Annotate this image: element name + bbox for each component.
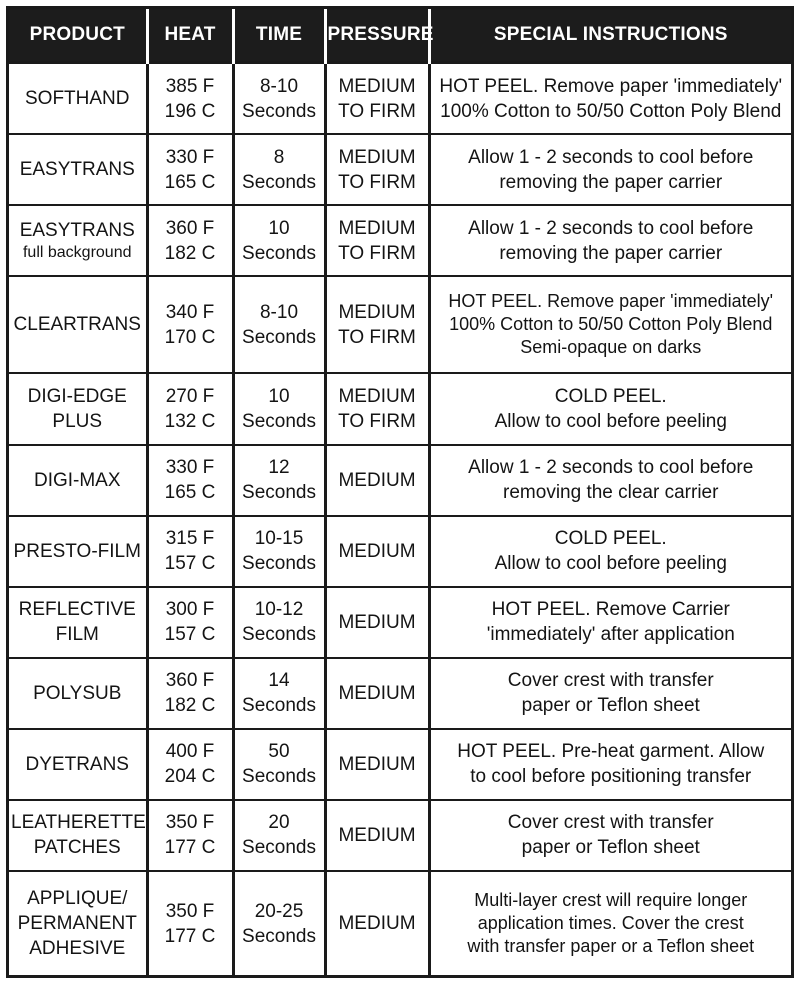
time-value: 10-15 — [254, 528, 304, 550]
pressure-line: MEDIUM — [338, 75, 416, 97]
cell-product — [9, 729, 147, 800]
pressure-line: MEDIUM — [338, 682, 416, 704]
instruction-line: HOT PEEL. Pre-heat garment. Allow — [457, 741, 765, 763]
pressure-line: TO FIRM — [338, 326, 416, 348]
cell-pressure — [325, 373, 429, 444]
cell-special-instructions — [429, 587, 791, 658]
cell-product — [9, 205, 147, 276]
header-special-instructions: SPECIAL INSTRUCTIONS — [429, 9, 791, 63]
cell-heat — [147, 63, 233, 135]
cell-heat — [147, 134, 233, 205]
time-unit: Seconds — [242, 925, 316, 947]
time-unit: Seconds — [242, 553, 316, 575]
time-value: 8 — [273, 146, 285, 168]
product-name-line: EASYTRANS — [19, 220, 135, 242]
instruction-line: paper or Teflon sheet — [521, 695, 700, 717]
instruction-line: Multi-layer crest will require longer — [474, 890, 748, 910]
cell-pressure — [325, 205, 429, 276]
cell-time — [233, 800, 325, 871]
product-name-line: LEATHERETTE — [11, 812, 146, 834]
heat-fahrenheit: 315 F — [165, 528, 215, 550]
heat-celsius: 196 C — [164, 100, 216, 122]
cell-heat — [147, 516, 233, 587]
pressure-line: MEDIUM — [338, 540, 416, 562]
time-value: 10 — [268, 386, 290, 407]
cell-time — [233, 729, 325, 800]
cell-special-instructions — [429, 871, 791, 975]
pressure-line: MEDIUM — [338, 386, 416, 407]
instruction-line: HOT PEEL. Remove paper 'immediately' — [439, 75, 783, 97]
product-name-line: SOFTHAND — [25, 88, 130, 110]
cell-product — [9, 63, 147, 135]
pressure-line: TO FIRM — [338, 100, 416, 122]
product-name-line: PLUS — [52, 411, 103, 432]
cell-pressure — [325, 800, 429, 871]
product-name-line: EASYTRANS — [19, 159, 135, 181]
cell-product — [9, 134, 147, 205]
heat-fahrenheit: 270 F — [165, 386, 215, 407]
product-name-line: FILM — [55, 624, 99, 646]
cell-time — [233, 276, 325, 373]
time-unit: Seconds — [242, 695, 316, 717]
cell-heat — [147, 587, 233, 658]
pressure-line: TO FIRM — [338, 242, 416, 264]
heat-fahrenheit: 300 F — [165, 599, 215, 621]
product-name-line: APPLIQUE/ — [27, 888, 128, 909]
cell-special-instructions — [429, 800, 791, 871]
product-name-line: POLYSUB — [33, 682, 122, 704]
time-value: 8-10 — [259, 301, 299, 323]
time-unit: Seconds — [242, 326, 316, 348]
cell-pressure — [325, 63, 429, 135]
table-row — [9, 658, 791, 729]
cell-time — [233, 658, 325, 729]
instruction-line: Allow 1 - 2 seconds to cool before — [468, 146, 754, 168]
cell-time — [233, 871, 325, 975]
cell-pressure — [325, 276, 429, 373]
pressure-line: MEDIUM — [338, 824, 416, 846]
time-unit: Seconds — [242, 766, 316, 788]
cell-heat — [147, 373, 233, 444]
time-unit: Seconds — [242, 242, 316, 264]
product-name-line: DYETRANS — [25, 753, 129, 775]
time-value: 50 — [268, 741, 290, 763]
cell-time — [233, 205, 325, 276]
instruction-line: Cover crest with transfer — [507, 670, 714, 692]
time-unit: Seconds — [242, 100, 316, 122]
heat-celsius: 170 C — [164, 326, 216, 348]
cell-product — [9, 658, 147, 729]
time-unit: Seconds — [242, 837, 316, 859]
table-row — [9, 871, 791, 975]
time-value: 12 — [268, 457, 290, 479]
instruction-line: COLD PEEL. — [554, 386, 667, 407]
instruction-line: Allow to cool before peeling — [494, 411, 727, 432]
instruction-line: 'immediately' after application — [486, 624, 735, 646]
product-name-line: PATCHES — [33, 837, 121, 859]
instruction-line: removing the clear carrier — [503, 482, 719, 504]
heat-celsius: 177 C — [164, 925, 216, 947]
cell-heat — [147, 729, 233, 800]
heat-celsius: 182 C — [164, 242, 216, 264]
cell-pressure — [325, 729, 429, 800]
cell-time — [233, 587, 325, 658]
time-unit: Seconds — [242, 411, 316, 432]
table-row — [9, 373, 791, 444]
cell-time — [233, 516, 325, 587]
instruction-line: HOT PEEL. Remove paper 'immediately' — [448, 291, 774, 312]
heat-celsius: 165 C — [164, 171, 216, 193]
time-unit: Seconds — [242, 624, 316, 646]
cell-pressure — [325, 658, 429, 729]
pressure-line: MEDIUM — [338, 913, 416, 934]
header-time: TIME — [233, 9, 325, 63]
pressure-line: MEDIUM — [338, 301, 416, 323]
cell-time — [233, 373, 325, 444]
instruction-line: COLD PEEL. — [554, 528, 667, 550]
heat-fahrenheit: 330 F — [165, 457, 215, 479]
cell-time — [233, 63, 325, 135]
table-row — [9, 63, 791, 135]
heat-fahrenheit: 360 F — [165, 670, 215, 692]
heat-fahrenheit: 340 F — [165, 301, 215, 323]
cell-special-instructions — [429, 445, 791, 516]
cell-special-instructions — [429, 729, 791, 800]
time-unit: Seconds — [242, 482, 316, 504]
heat-fahrenheit: 400 F — [165, 741, 215, 763]
product-subtitle: full background — [22, 244, 132, 262]
product-name-line: ADHESIVE — [29, 938, 126, 959]
cell-product — [9, 871, 147, 975]
table-row — [9, 729, 791, 800]
heat-celsius: 182 C — [164, 695, 216, 717]
pressure-line: MEDIUM — [338, 217, 416, 239]
product-name-line: REFLECTIVE — [18, 599, 136, 621]
instruction-line: removing the paper carrier — [499, 171, 723, 193]
cell-heat — [147, 871, 233, 975]
product-name-line: DIGI-MAX — [33, 469, 121, 491]
instruction-line: Allow 1 - 2 seconds to cool before — [468, 217, 754, 239]
instruction-line: removing the paper carrier — [499, 242, 723, 264]
cell-product — [9, 276, 147, 373]
table-row — [9, 276, 791, 373]
time-unit: Seconds — [242, 171, 316, 193]
instruction-line: 100% Cotton to 50/50 Cotton Poly Blend — [440, 100, 782, 122]
heat-celsius: 204 C — [164, 766, 216, 788]
cell-pressure — [325, 871, 429, 975]
time-value: 14 — [268, 670, 290, 692]
time-value: 20 — [268, 812, 290, 834]
heat-fahrenheit: 360 F — [165, 217, 215, 239]
product-name-line: PRESTO-FILM — [13, 540, 141, 562]
header-pressure: PRESSURE — [325, 9, 429, 63]
table-body — [9, 63, 791, 976]
product-name-line: CLEARTRANS — [13, 314, 141, 336]
cell-product — [9, 445, 147, 516]
heat-celsius: 157 C — [164, 624, 216, 646]
table-row — [9, 516, 791, 587]
heat-fahrenheit: 385 F — [165, 75, 215, 97]
heat-press-chart — [6, 6, 794, 978]
cell-pressure — [325, 516, 429, 587]
table-row — [9, 587, 791, 658]
table-header — [9, 9, 791, 63]
heat-fahrenheit: 350 F — [165, 812, 215, 834]
cell-special-instructions — [429, 658, 791, 729]
instruction-line: application times. Cover the crest — [477, 913, 744, 933]
instructions-table — [9, 9, 791, 975]
heat-fahrenheit: 330 F — [165, 146, 215, 168]
instruction-line: 100% Cotton to 50/50 Cotton Poly Blend — [449, 314, 773, 335]
cell-product — [9, 800, 147, 871]
cell-special-instructions — [429, 276, 791, 373]
cell-special-instructions — [429, 63, 791, 135]
heat-celsius: 157 C — [164, 553, 216, 575]
time-value: 8-10 — [259, 75, 299, 97]
table-row — [9, 205, 791, 276]
cell-product — [9, 587, 147, 658]
time-value: 10 — [268, 217, 290, 239]
instruction-line: to cool before positioning transfer — [470, 766, 752, 788]
instruction-line: Semi-opaque on darks — [520, 337, 702, 358]
header-row — [9, 9, 791, 63]
instruction-line: paper or Teflon sheet — [521, 837, 700, 859]
header-heat: HEAT — [147, 9, 233, 63]
instruction-line: Allow to cool before peeling — [494, 553, 727, 575]
pressure-line: TO FIRM — [338, 171, 416, 193]
time-value: 20-25 — [254, 900, 304, 922]
heat-celsius: 165 C — [164, 482, 216, 504]
cell-special-instructions — [429, 134, 791, 205]
pressure-line: MEDIUM — [338, 469, 416, 491]
heat-celsius: 132 C — [164, 411, 216, 432]
cell-heat — [147, 445, 233, 516]
cell-special-instructions — [429, 205, 791, 276]
heat-celsius: 177 C — [164, 837, 216, 859]
cell-heat — [147, 658, 233, 729]
cell-special-instructions — [429, 373, 791, 444]
instruction-line: Allow 1 - 2 seconds to cool before — [468, 457, 754, 479]
cell-heat — [147, 276, 233, 373]
pressure-line: MEDIUM — [338, 611, 416, 633]
header-product: PRODUCT — [9, 9, 147, 63]
cell-time — [233, 134, 325, 205]
table-row — [9, 800, 791, 871]
instruction-line: HOT PEEL. Remove Carrier — [491, 599, 730, 621]
cell-time — [233, 445, 325, 516]
table-row — [9, 134, 791, 205]
cell-product — [9, 516, 147, 587]
cell-heat — [147, 205, 233, 276]
pressure-line: TO FIRM — [338, 411, 416, 432]
cell-heat — [147, 800, 233, 871]
product-name-line: DIGI-EDGE — [27, 386, 127, 407]
product-name-line: PERMANENT — [17, 913, 137, 934]
cell-pressure — [325, 587, 429, 658]
instruction-line: Cover crest with transfer — [507, 812, 714, 834]
cell-pressure — [325, 134, 429, 205]
pressure-line: MEDIUM — [338, 753, 416, 775]
cell-product — [9, 373, 147, 444]
time-value: 10-12 — [254, 599, 304, 621]
table-row — [9, 445, 791, 516]
heat-fahrenheit: 350 F — [165, 900, 215, 922]
instruction-line: with transfer paper or a Teflon sheet — [467, 936, 755, 956]
pressure-line: MEDIUM — [338, 146, 416, 168]
cell-special-instructions — [429, 516, 791, 587]
cell-pressure — [325, 445, 429, 516]
